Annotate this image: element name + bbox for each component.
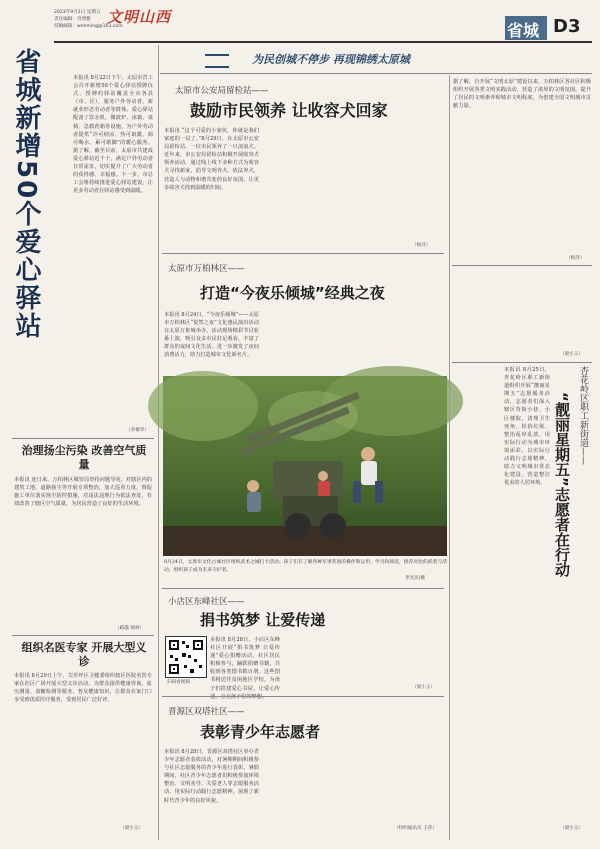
article4-kicker: 晋源区双塔社区—— <box>168 707 245 717</box>
article1-kicker: 太原市公安局留检站—— <box>175 86 269 96</box>
left-headline-body-cont <box>14 345 152 430</box>
article3-byline: （梁小玉） <box>412 685 435 690</box>
right-feature-title: “靓丽星期五”志愿者在行动 <box>553 392 571 577</box>
article2-kicker: 太原市万柏林区—— <box>168 264 245 274</box>
right-column-divider <box>449 75 450 840</box>
article2-body-col3 <box>357 311 445 371</box>
masthead-rule <box>54 41 592 43</box>
news-photo <box>163 376 447 556</box>
masthead-logo: 文明山西 <box>107 8 172 26</box>
slogan-banner <box>205 50 455 68</box>
photo-caption: 8月24日，太原市文化古城社区组织武术之城打卡活动。孩子们在了解各种军事装备的操作和运用，学习和阅读，推荐对比的武装与活动，组织孩子成为未来守护者。 <box>164 560 447 573</box>
photo-illustration <box>163 376 447 556</box>
right-top-body: 据了解，自开展“文明太原”建设以来，万柏林区各社区积极组织开展各类文明实践活动，营造了浓厚的文明氛围，提升了居民的文明素养和城市文明程度，为创建全国文明城市贡献力量。 <box>453 79 591 110</box>
article3-title: 捐书筑梦 让爱传递 <box>200 611 326 629</box>
left-news2-byline: （路越 郝林） <box>115 626 145 631</box>
article4-title: 表彰青少年志愿者 <box>200 723 321 741</box>
masthead <box>0 0 600 40</box>
page-number: D3 <box>553 16 581 37</box>
article4-body-col2 <box>263 748 353 828</box>
slogan-rule <box>160 73 592 74</box>
left-rule-1 <box>12 438 154 439</box>
article2-byline: （梁小玉） <box>560 352 583 357</box>
article1-body-col3 <box>357 127 445 245</box>
left-news2-body: 本报讯 连日来，万柏林区城管局坚持问题导向，对辖区内的建筑工地、道路扬尘等开展专项整治，加大巡查力度，督促施工单位落实扬尘防控措施，对违法违规行为依法查处，有效改善了辖区空气质量，为居民营造了良好的生活环境。 <box>14 477 152 508</box>
article2-title: 打造“今夜乐倾城”经典之夜 <box>200 284 385 302</box>
right-feature-body: 本报讯 8月25日，杏花岭区职工新街道组织开展“靓丽星期五”志愿服务活动，志愿者们深入辖区背街小巷、小区楼院，清理卫生死角、捡拾垃圾、整治乱停乱放，用实际行动为城市环境添彩，以实际行动践行志愿精神，助力文明城市常态化建设，营造整洁优美的人居环境。 <box>504 367 550 487</box>
masthead-editor: 责任编辑：肖增雅 <box>54 17 91 22</box>
mid-rule-3 <box>162 696 444 697</box>
right-feature-kicker-wrap <box>577 366 593 496</box>
left-headline-title <box>10 48 70 348</box>
left-column-divider <box>158 45 159 840</box>
mid-rule-1 <box>162 253 444 254</box>
article1-body-col2 <box>263 127 353 245</box>
slogan-deco-left <box>205 54 229 68</box>
article1-byline: （杨洋） <box>412 243 431 248</box>
right-feature-byline: （梁小玉） <box>560 826 583 831</box>
mid-rule-2 <box>162 588 444 589</box>
right-feature-title-wrap <box>552 392 576 612</box>
right-rule-1 <box>452 265 592 266</box>
article3-body-col2 <box>285 636 355 691</box>
left-headline-byline: （李俊华） <box>126 428 149 433</box>
left-rule-2 <box>12 635 154 636</box>
left-news2-title: 治理扬尘污染 改善空气质量 <box>21 444 147 471</box>
photo-credit: 李光民/摄 <box>405 576 425 581</box>
article4-byline: （特约通讯员 王萍） <box>394 826 437 831</box>
left-news3-body: 本报讯 8月29日上午，尖草坪区卫健委组织辖区医院名医专家在社区广场开展大型义诊活动，为群众提供健康咨询、血压测量、血糖检测等服务，普及健康知识，让群众在家门口享受到优质医疗服务，受到居民广泛好评。 <box>14 673 152 704</box>
left-headline-body: 本报讯 8月22日下午，太原市晋工会召开新增50个爱心驿站授牌仪式，授牌的驿站覆盖全市各县（市、区），服务户外劳动者、新就业形态劳动者等群体。爱心驿站配备了饮水机、微波炉、冰箱、桌椅、急救药箱等设施，为户外劳动者提供“冷可纳凉、热可取暖、渴可喝水、累可歇脚”的暖心服务。据了解，截至目前，太原市共建成爱心驿站近千个，满足户外劳动者日常需求，切实提升了广大劳动者的获得感、幸福感。下一步，市总工会将持续推进爱心驿站建设，让更多劳动者在驿站感受到温暖。 <box>73 75 153 195</box>
article4-body: 本报讯 8月28日，晋源区双塔社区举办青少年志愿者表彰活动，对暑期期间积极参与社区志愿服务的青少年进行表彰。暑假期间，社区青少年志愿者们积极参加环境整治、文明劝导、关爱老人等志愿服务活动，用实际行动践行志愿精神，展现了新时代青少年的良好风貌。 <box>164 749 259 804</box>
article4-body-col3 <box>357 748 445 828</box>
left-headline-text: 省城新增50个爱心驿站 <box>11 48 41 341</box>
masthead-date: 2023年9月1日 星期五 <box>54 10 101 15</box>
section-name: 省城 <box>507 21 540 40</box>
right-mid-body <box>453 270 591 350</box>
article1-title: 鼓励市民领养 让收容犬回家 <box>190 101 388 120</box>
article2-body-col2 <box>263 311 353 371</box>
article3-body: 本报讯 8月28日，小店区东峰社区开展“捐书筑梦 让爱传递”爱心捐赠活动，社区居民积极参与，踊跃捐赠书籍，共收到各类图书数百册。这些图书将送往贫困地区学校，为孩子们搭建爱心书屋，让爱心传 <box>210 637 280 692</box>
qr-code[interactable] <box>165 636 207 678</box>
right-rule-2 <box>452 362 592 363</box>
right-top-byline: （杨洋） <box>566 256 585 261</box>
article3-kicker: 小店区东峰社区—— <box>168 597 245 607</box>
slogan-text: 为民创城不停步 再现锦绣太原城 <box>252 53 410 66</box>
left-news3-byline: （梁小玉） <box>120 826 143 831</box>
article1-body: 本报讯 “这个可爱的小家伙，你就是我们家庭的一员了。”8月29日，在太原市公安局留检站，一位市民领养了一只流浪犬。近年来，市公安局留检站积极开展收容犬领养活动，通过线上线下多种方式为收容犬寻找新家，倡导文明养犬、依法养犬，营造人与动物和谐共处的良好氛围，让更多收容犬找到温暖的归宿。 <box>164 128 259 191</box>
article3-body-col3 <box>360 605 445 691</box>
left-news3-title: 组织名医专家 开展大型义诊 <box>21 641 147 668</box>
right-feature-kicker: 杏花岭区职工新街道—— <box>578 366 588 465</box>
qr-code-icon <box>166 637 206 677</box>
masthead-email: 投稿邮箱：wenming@163.com <box>54 24 123 29</box>
article2-body: 本报讯 8月24日，“今夜乐倾城”——太原市万柏林区“悦然之夜”文化惠民演出活动在太原万象城举办。活动现场精彩节目轮番上演，吸引众多市民驻足观看，丰富了群众的夜间文化生活，进一步激发了夜间消费活力，助力打造城市文化新名片。 <box>164 312 259 359</box>
qr-label: 扫码看视频 <box>167 680 190 685</box>
right-feature-body-cont <box>453 615 591 825</box>
